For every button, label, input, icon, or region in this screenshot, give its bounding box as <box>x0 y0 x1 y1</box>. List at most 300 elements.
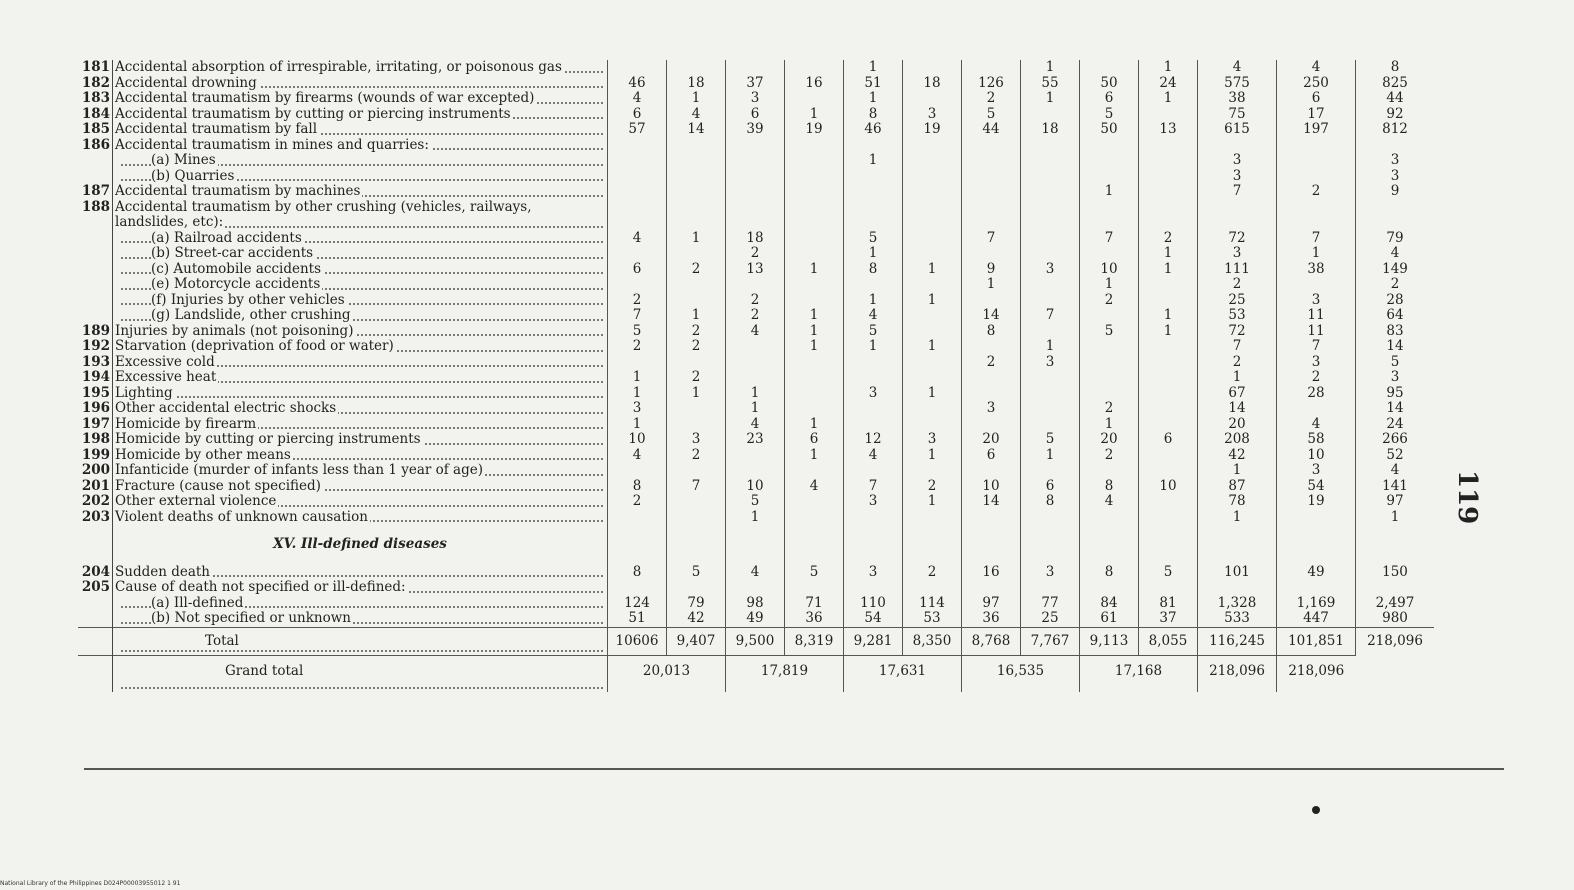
value-cell: 2 <box>608 339 667 355</box>
value-cell <box>726 277 785 293</box>
cause-label: Cause of death not specified or ill-defined: <box>115 580 406 595</box>
grand-total-cell: 218,096 <box>1198 656 1277 692</box>
value-cell: 7 <box>1198 339 1277 355</box>
value-cell <box>1021 580 1080 596</box>
cause-label: Other external violence <box>115 494 277 509</box>
value-cell <box>785 510 844 526</box>
table-row <box>78 91 1434 107</box>
value-cell: 16 <box>962 565 1021 581</box>
total-cell: 9,113 <box>1080 627 1139 656</box>
value-cell: 114 <box>903 596 962 612</box>
value-cell: 1 <box>1198 510 1277 526</box>
total-cell: 101,851 <box>1277 627 1356 656</box>
value-cell: 3 <box>1198 153 1277 169</box>
value-cell <box>903 580 962 596</box>
value-cell <box>785 386 844 402</box>
value-cell: 3 <box>1021 262 1080 278</box>
table-row <box>78 138 1434 154</box>
value-cell: 3 <box>903 432 962 448</box>
value-cell: 4 <box>844 448 903 464</box>
value-cell: 4 <box>667 107 726 123</box>
value-cell <box>962 246 1021 262</box>
value-cell: 1 <box>1021 339 1080 355</box>
value-cell: 13 <box>1139 122 1198 138</box>
cause-label: (a) Railroad accidents <box>151 230 302 246</box>
table-row <box>78 510 1434 526</box>
value-cell <box>962 580 1021 596</box>
table-row <box>78 611 1434 627</box>
value-cell <box>785 463 844 479</box>
value-cell <box>667 153 726 169</box>
cause-number: 184 <box>81 106 110 122</box>
value-cell <box>1139 463 1198 479</box>
value-cell <box>1139 107 1198 123</box>
value-cell <box>903 200 962 231</box>
cause-number: 202 <box>81 494 110 509</box>
value-cell: 1 <box>1139 60 1198 76</box>
table-row <box>78 479 1434 495</box>
value-cell <box>962 200 1021 231</box>
value-cell: 53 <box>1198 308 1277 324</box>
total-cell: 218,096 <box>1356 627 1435 656</box>
cause-label: Excessive cold <box>115 354 215 370</box>
value-cell <box>903 231 962 247</box>
value-cell: 3 <box>962 401 1021 417</box>
value-cell: 3 <box>1198 169 1277 185</box>
table-row <box>78 293 1434 309</box>
mortality-table <box>78 60 1434 692</box>
cause-label: Violent deaths of unknown causation <box>115 509 368 525</box>
value-cell: 2 <box>667 370 726 386</box>
value-cell <box>785 91 844 107</box>
value-cell: 7 <box>1277 231 1356 247</box>
value-cell <box>962 510 1021 526</box>
value-cell: 10 <box>726 479 785 495</box>
table-row <box>78 107 1434 123</box>
value-cell <box>1021 153 1080 169</box>
value-cell: 18 <box>1021 122 1080 138</box>
value-cell <box>785 138 844 154</box>
value-cell: 1 <box>1277 246 1356 262</box>
cause-number <box>78 611 113 627</box>
value-cell: 64 <box>1356 308 1435 324</box>
value-cell: 5 <box>667 565 726 581</box>
value-cell: 9 <box>1356 184 1435 200</box>
archive-footer: National Library of the Philippines D024P00003955012 1 91 <box>0 880 181 887</box>
value-cell: 12 <box>844 432 903 448</box>
value-cell: 812 <box>1356 122 1435 138</box>
value-cell <box>1139 293 1198 309</box>
value-cell <box>903 60 962 76</box>
value-cell <box>785 293 844 309</box>
value-cell: 1 <box>1080 417 1139 433</box>
value-cell: 1 <box>667 91 726 107</box>
value-cell: 1 <box>844 339 903 355</box>
value-cell <box>608 138 667 154</box>
value-cell <box>1139 580 1198 596</box>
value-cell <box>1021 138 1080 154</box>
value-cell: 24 <box>1356 417 1435 433</box>
value-cell: 1 <box>1139 308 1198 324</box>
table-row <box>78 308 1434 324</box>
value-cell: 55 <box>1021 76 1080 92</box>
value-cell: 1,169 <box>1277 596 1356 612</box>
value-cell: 8 <box>1080 479 1139 495</box>
value-cell: 18 <box>667 76 726 92</box>
table-row <box>78 596 1434 612</box>
grand-total-row <box>78 656 1434 692</box>
value-cell: 1 <box>903 293 962 309</box>
value-cell <box>962 169 1021 185</box>
value-cell: 533 <box>1198 611 1277 627</box>
value-cell <box>1139 277 1198 293</box>
value-cell: 126 <box>962 76 1021 92</box>
grand-total-cell: 17,168 <box>1080 656 1198 692</box>
value-cell: 3 <box>903 107 962 123</box>
value-cell: 14 <box>1356 339 1435 355</box>
value-cell: 5 <box>1021 432 1080 448</box>
cause-label: (b) Quarries <box>151 168 235 184</box>
cause-number <box>78 246 113 262</box>
value-cell <box>962 60 1021 76</box>
value-cell <box>1139 169 1198 185</box>
cause-label: Excessive heat <box>115 370 217 385</box>
value-cell: 5 <box>844 324 903 340</box>
value-cell <box>1080 510 1139 526</box>
value-cell: 1 <box>844 60 903 76</box>
cause-number: 199 <box>81 447 110 463</box>
value-cell: 1 <box>785 107 844 123</box>
cause-number: 204 <box>81 564 110 580</box>
value-cell: 1 <box>903 386 962 402</box>
value-cell <box>844 463 903 479</box>
value-cell: 67 <box>1198 386 1277 402</box>
value-cell: 4 <box>726 565 785 581</box>
value-cell: 6 <box>1080 91 1139 107</box>
value-cell: 52 <box>1356 448 1435 464</box>
value-cell: 2 <box>1080 448 1139 464</box>
value-cell <box>1198 580 1277 596</box>
value-cell: 8 <box>1080 565 1139 581</box>
value-cell: 79 <box>667 596 726 612</box>
value-cell <box>785 580 844 596</box>
cause-number <box>78 277 113 293</box>
value-cell: 3 <box>726 91 785 107</box>
value-cell: 1 <box>1080 277 1139 293</box>
value-cell <box>844 169 903 185</box>
value-cell: 75 <box>1198 107 1277 123</box>
value-cell <box>785 355 844 371</box>
value-cell: 4 <box>608 91 667 107</box>
value-cell: 46 <box>844 122 903 138</box>
value-cell <box>1021 463 1080 479</box>
value-cell: 10 <box>1139 479 1198 495</box>
value-cell: 4 <box>1277 417 1356 433</box>
cause-label: Accidental drowning <box>115 75 257 91</box>
value-cell: 16 <box>785 76 844 92</box>
value-cell: 25 <box>1198 293 1277 309</box>
value-cell: 2 <box>667 448 726 464</box>
value-cell: 2 <box>1080 401 1139 417</box>
value-cell: 9 <box>962 262 1021 278</box>
value-cell: 20 <box>1080 432 1139 448</box>
value-cell: 2 <box>726 293 785 309</box>
value-cell <box>903 401 962 417</box>
value-cell <box>903 91 962 107</box>
cause-number: 197 <box>81 416 110 432</box>
value-cell <box>1080 153 1139 169</box>
value-cell: 7 <box>1198 184 1277 200</box>
cause-label: Sudden death <box>115 564 211 580</box>
value-cell: 6 <box>608 262 667 278</box>
value-cell: 44 <box>1356 91 1435 107</box>
value-cell <box>962 184 1021 200</box>
table-row <box>78 60 1434 76</box>
value-cell <box>903 510 962 526</box>
cause-number: 183 <box>81 91 110 106</box>
grand-total-label: Grand total <box>225 663 304 679</box>
value-cell: 50 <box>1080 122 1139 138</box>
value-cell <box>1139 339 1198 355</box>
cause-number: 193 <box>81 354 110 370</box>
value-cell: 2 <box>1080 293 1139 309</box>
value-cell: 110 <box>844 596 903 612</box>
total-cell: 8,350 <box>903 627 962 656</box>
value-cell <box>667 417 726 433</box>
value-cell <box>608 277 667 293</box>
value-cell: 2 <box>667 262 726 278</box>
table-body-ill-defined <box>78 565 1434 628</box>
value-cell <box>608 60 667 76</box>
value-cell: 124 <box>608 596 667 612</box>
value-cell <box>785 246 844 262</box>
value-cell: 18 <box>726 231 785 247</box>
value-cell: 1 <box>844 293 903 309</box>
value-cell <box>726 60 785 76</box>
cause-label: Accidental traumatism by firearms (wounds of war excepted) <box>115 91 535 106</box>
table-row <box>78 494 1434 510</box>
value-cell <box>1277 169 1356 185</box>
cause-label: Injuries by animals (not poisoning) <box>115 323 354 339</box>
table-row <box>78 370 1434 386</box>
value-cell: 20 <box>962 432 1021 448</box>
value-cell: 54 <box>844 611 903 627</box>
value-cell <box>1021 169 1080 185</box>
value-cell <box>726 200 785 231</box>
cause-number: 198 <box>81 432 110 447</box>
value-cell: 2 <box>726 308 785 324</box>
value-cell <box>1021 200 1080 231</box>
cause-number: 181 <box>81 60 110 75</box>
value-cell: 1 <box>903 339 962 355</box>
value-cell: 7 <box>844 479 903 495</box>
value-cell <box>903 324 962 340</box>
value-cell: 1 <box>903 494 962 510</box>
value-cell <box>785 370 844 386</box>
value-cell: 7 <box>608 308 667 324</box>
cause-number <box>78 153 113 169</box>
value-cell: 447 <box>1277 611 1356 627</box>
value-cell: 7 <box>667 479 726 495</box>
value-cell: 1 <box>962 277 1021 293</box>
value-cell <box>1021 107 1080 123</box>
value-cell: 3 <box>1277 293 1356 309</box>
value-cell <box>844 355 903 371</box>
value-cell <box>1198 138 1277 154</box>
value-cell <box>1139 510 1198 526</box>
table-row <box>78 231 1434 247</box>
value-cell: 1 <box>1021 448 1080 464</box>
value-cell <box>667 401 726 417</box>
value-cell <box>1021 510 1080 526</box>
value-cell <box>903 308 962 324</box>
value-cell: 5 <box>1080 324 1139 340</box>
cause-number: 185 <box>81 122 110 137</box>
total-label: Total <box>205 632 239 649</box>
value-cell: 39 <box>726 122 785 138</box>
value-cell: 2 <box>903 479 962 495</box>
cause-label: (a) Mines <box>151 153 216 168</box>
value-cell <box>1021 370 1080 386</box>
value-cell <box>667 246 726 262</box>
value-cell: 20 <box>1198 417 1277 433</box>
value-cell: 3 <box>1356 169 1435 185</box>
value-cell: 1 <box>785 448 844 464</box>
value-cell: 2 <box>1198 355 1277 371</box>
cause-number: 203 <box>81 509 110 525</box>
value-cell <box>785 231 844 247</box>
value-cell: 7 <box>1080 231 1139 247</box>
table-row <box>78 401 1434 417</box>
value-cell: 1 <box>785 308 844 324</box>
value-cell <box>726 448 785 464</box>
value-cell <box>903 246 962 262</box>
value-cell: 83 <box>1356 324 1435 340</box>
value-cell <box>726 370 785 386</box>
value-cell <box>785 184 844 200</box>
cause-label: Accidental traumatism in mines and quarries: <box>115 137 429 153</box>
value-cell <box>1139 448 1198 464</box>
value-cell <box>903 138 962 154</box>
cause-label: Accidental traumatism by other crushing (vehicles, railways, landslides, etc): <box>115 199 532 230</box>
value-cell <box>1021 417 1080 433</box>
value-cell <box>1277 277 1356 293</box>
value-cell <box>1021 246 1080 262</box>
value-cell <box>1277 401 1356 417</box>
value-cell <box>962 293 1021 309</box>
cause-number <box>78 231 113 247</box>
value-cell: 79 <box>1356 231 1435 247</box>
value-cell: 266 <box>1356 432 1435 448</box>
value-cell: 4 <box>726 324 785 340</box>
value-cell: 6 <box>785 432 844 448</box>
value-cell: 57 <box>608 122 667 138</box>
value-cell: 77 <box>1021 596 1080 612</box>
value-cell <box>608 184 667 200</box>
value-cell: 4 <box>785 479 844 495</box>
cause-number: 194 <box>81 370 110 385</box>
cause-label: (g) Landslide, other crushing <box>151 308 351 323</box>
value-cell: 11 <box>1277 308 1356 324</box>
cause-label: Homicide by other means <box>115 447 291 463</box>
value-cell: 4 <box>608 231 667 247</box>
value-cell: 1 <box>608 386 667 402</box>
value-cell: 2 <box>1356 277 1435 293</box>
value-cell <box>1356 580 1435 596</box>
table-row <box>78 200 1434 231</box>
value-cell <box>1021 386 1080 402</box>
value-cell: 1 <box>785 339 844 355</box>
value-cell <box>726 463 785 479</box>
value-cell: 7 <box>1021 308 1080 324</box>
cause-number <box>78 169 113 185</box>
value-cell: 54 <box>1277 479 1356 495</box>
value-cell: 10 <box>962 479 1021 495</box>
value-cell <box>903 463 962 479</box>
cause-number <box>78 596 113 612</box>
value-cell: 61 <box>1080 611 1139 627</box>
table-row <box>78 324 1434 340</box>
value-cell: 3 <box>1277 463 1356 479</box>
table-row <box>78 355 1434 371</box>
value-cell: 1 <box>667 386 726 402</box>
value-cell <box>1080 386 1139 402</box>
value-cell <box>608 200 667 231</box>
value-cell: 97 <box>1356 494 1435 510</box>
value-cell: 1 <box>1021 91 1080 107</box>
value-cell <box>903 417 962 433</box>
value-cell: 2 <box>962 355 1021 371</box>
value-cell <box>962 463 1021 479</box>
value-cell <box>844 200 903 231</box>
value-cell <box>1021 401 1080 417</box>
value-cell: 5 <box>726 494 785 510</box>
cause-label: (b) Not specified or unknown <box>151 611 352 626</box>
cause-label: Starvation (deprivation of food or water) <box>115 339 394 354</box>
value-cell: 141 <box>1356 479 1435 495</box>
cause-number: 182 <box>81 75 110 91</box>
value-cell: 3 <box>844 565 903 581</box>
table-body-external-causes <box>78 60 1434 525</box>
value-cell: 1 <box>1139 91 1198 107</box>
cause-number: 201 <box>81 478 110 494</box>
value-cell: 8 <box>1356 60 1435 76</box>
cause-label: Homicide by firearm <box>115 416 257 432</box>
table-row <box>78 432 1434 448</box>
table-row <box>78 122 1434 138</box>
value-cell: 28 <box>1277 386 1356 402</box>
value-cell <box>667 463 726 479</box>
value-cell: 5 <box>1356 355 1435 371</box>
table-row <box>78 565 1434 581</box>
value-cell: 25 <box>1021 611 1080 627</box>
value-cell: 19 <box>785 122 844 138</box>
value-cell <box>1198 200 1277 231</box>
value-cell: 19 <box>1277 494 1356 510</box>
value-cell: 2 <box>1277 184 1356 200</box>
value-cell: 58 <box>1277 432 1356 448</box>
value-cell <box>726 355 785 371</box>
value-cell <box>785 169 844 185</box>
value-cell: 3 <box>1021 355 1080 371</box>
value-cell <box>667 494 726 510</box>
value-cell: 2 <box>608 494 667 510</box>
cause-number: 200 <box>81 463 110 478</box>
value-cell: 44 <box>962 122 1021 138</box>
value-cell: 4 <box>1356 463 1435 479</box>
value-cell: 19 <box>903 122 962 138</box>
value-cell: 3 <box>1356 153 1435 169</box>
